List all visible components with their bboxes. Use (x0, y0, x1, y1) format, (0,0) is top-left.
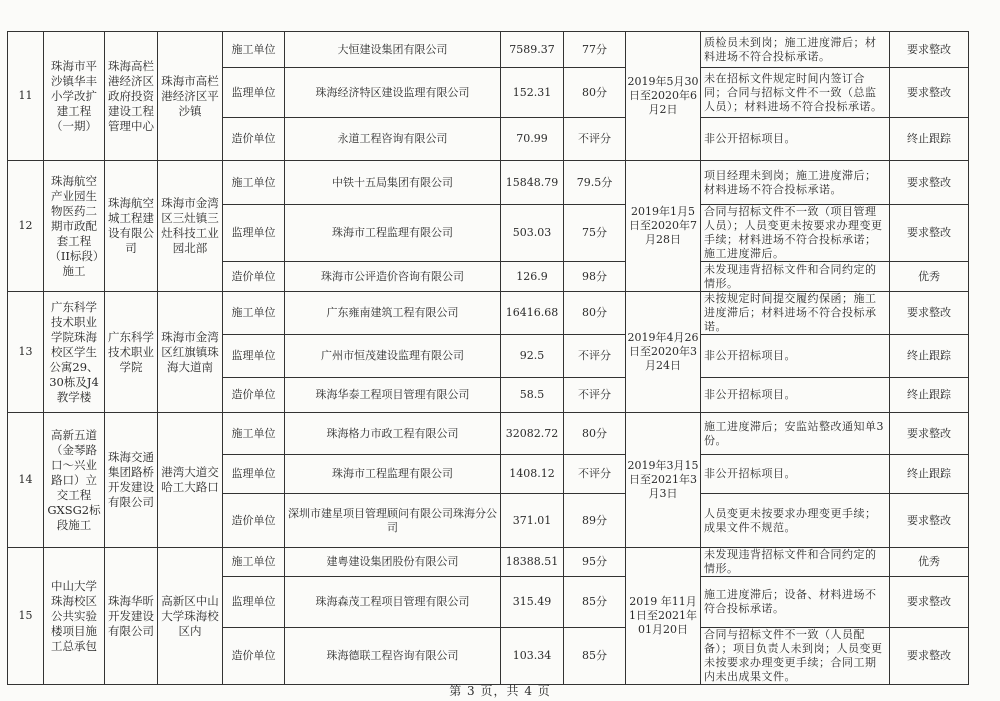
issues-found: 人员变更未按要求办理变更手续；成果文件不规范。 (701, 494, 890, 548)
evaluation-score: 95分 (564, 548, 626, 577)
unit-role: 监理单位 (223, 205, 285, 262)
handling-result: 优秀 (890, 262, 969, 292)
project-name: 中山大学珠海校区公共实验楼项目施工总承包 (44, 548, 105, 685)
contract-amount: 15848.79 (501, 161, 564, 205)
project-number: 15 (8, 548, 44, 685)
project-name: 珠海市平沙镇华丰小学改扩建工程（一期） (44, 32, 105, 161)
project-name: 广东科学技术职业学院珠海校区学生公寓29、30栋及J4教学楼 (44, 292, 105, 413)
contract-amount: 18388.51 (501, 548, 564, 577)
unit-role: 施工单位 (223, 292, 285, 335)
handling-result: 要求整改 (890, 68, 969, 118)
contract-amount: 7589.37 (501, 32, 564, 68)
issues-found: 合同与招标文件不一致（人员配备）；项目负责人未到岗；人员变更未按要求办理变更手续；合同工期内未出成果文件。 (701, 628, 890, 685)
project-number: 14 (8, 413, 44, 548)
issues-found: 非公开招标项目。 (701, 378, 890, 413)
unit-company: 大恒建设集团有限公司 (285, 32, 501, 68)
unit-role: 施工单位 (223, 161, 285, 205)
table-row (8, 548, 969, 577)
contract-period: 2019年5月30日至2020年6月2日 (626, 32, 701, 161)
project-location: 珠海市金湾区三灶镇三灶科技工业园北部 (158, 161, 223, 292)
unit-role: 施工单位 (223, 413, 285, 455)
contract-amount: 58.5 (501, 378, 564, 413)
issues-found: 未发现违背招标文件和合同约定的情形。 (701, 548, 890, 577)
unit-company: 珠海市工程监理有限公司 (285, 205, 501, 262)
contract-amount: 503.03 (501, 205, 564, 262)
contract-amount: 16416.68 (501, 292, 564, 335)
project-name: 珠海航空产业园生物医药二期市政配套工程（II标段）施工 (44, 161, 105, 292)
evaluation-score: 不评分 (564, 335, 626, 378)
table-row (8, 292, 969, 335)
evaluation-score: 80分 (564, 413, 626, 455)
contract-period: 2019年3月15日至2021年3月3日 (626, 413, 701, 548)
unit-role: 造价单位 (223, 494, 285, 548)
unit-company: 珠海经济特区建设监理有限公司 (285, 68, 501, 118)
unit-company: 珠海市公评造价咨询有限公司 (285, 262, 501, 292)
handling-result: 要求整改 (890, 32, 969, 68)
handling-result: 要求整改 (890, 413, 969, 455)
table-row (8, 413, 969, 455)
unit-role: 监理单位 (223, 335, 285, 378)
unit-company: 广州市恒茂建设监理有限公司 (285, 335, 501, 378)
unit-company: 珠海德联工程咨询有限公司 (285, 628, 501, 685)
contract-amount: 103.34 (501, 628, 564, 685)
unit-role: 监理单位 (223, 68, 285, 118)
project-location: 高新区中山大学珠海校区内 (158, 548, 223, 685)
unit-role: 施工单位 (223, 548, 285, 577)
evaluation-score: 85分 (564, 577, 626, 628)
project-name: 高新五道（金琴路口～兴业路口）立交工程GXSG2标段施工 (44, 413, 105, 548)
project-owner: 珠海航空城工程建设有限公司 (105, 161, 158, 292)
issues-found: 未按规定时间提交履约保函；施工进度滞后；材料进场不符合投标承诺。 (701, 292, 890, 335)
table-row (8, 161, 969, 205)
contract-amount: 371.01 (501, 494, 564, 548)
project-location: 港湾大道交哈工大路口 (158, 413, 223, 548)
handling-result: 要求整改 (890, 205, 969, 262)
project-location: 珠海市金湾区红旗镇珠海大道南 (158, 292, 223, 413)
contract-amount: 152.31 (501, 68, 564, 118)
issues-found: 质检员未到岗；施工进度滞后；材料进场不符合投标承诺。 (701, 32, 890, 68)
unit-company: 中铁十五局集团有限公司 (285, 161, 501, 205)
evaluation-score: 80分 (564, 68, 626, 118)
handling-result: 要求整改 (890, 161, 969, 205)
project-owner: 珠海高栏港经济区政府投资建设工程管理中心 (105, 32, 158, 161)
project-location: 珠海市高栏港经济区平沙镇 (158, 32, 223, 161)
handling-result: 优秀 (890, 548, 969, 577)
project-owner: 广东科学技术职业学院 (105, 292, 158, 413)
contract-amount: 32082.72 (501, 413, 564, 455)
evaluation-score: 不评分 (564, 378, 626, 413)
unit-role: 监理单位 (223, 577, 285, 628)
handling-result: 终止跟踪 (890, 118, 969, 161)
evaluation-score: 98分 (564, 262, 626, 292)
unit-company: 广东雍南建筑工程有限公司 (285, 292, 501, 335)
contract-period: 2019年4月26日至2020年3月24日 (626, 292, 701, 413)
evaluation-score: 不评分 (564, 455, 626, 494)
unit-company: 珠海格力市政工程有限公司 (285, 413, 501, 455)
contract-period: 2019年1月5日至2020年7月28日 (626, 161, 701, 292)
evaluation-score: 77分 (564, 32, 626, 68)
unit-company: 珠海市工程监理有限公司 (285, 455, 501, 494)
contract-amount: 1408.12 (501, 455, 564, 494)
project-owner: 珠海华昕开发建设有限公司 (105, 548, 158, 685)
handling-result: 终止跟踪 (890, 455, 969, 494)
project-number: 12 (8, 161, 44, 292)
unit-role: 造价单位 (223, 378, 285, 413)
unit-role: 造价单位 (223, 262, 285, 292)
issues-found: 项目经理未到岗；施工进度滞后；材料进场不符合投标承诺。 (701, 161, 890, 205)
contract-amount: 92.5 (501, 335, 564, 378)
issues-found: 非公开招标项目。 (701, 118, 890, 161)
unit-company: 深圳市建星项目管理顾问有限公司珠海分公司 (285, 494, 501, 548)
contract-period: 2019 年11月1日至2021年01月20日 (626, 548, 701, 685)
issues-found: 施工进度滞后；安监站整改通知单3份。 (701, 413, 890, 455)
contract-amount: 126.9 (501, 262, 564, 292)
handling-result: 要求整改 (890, 292, 969, 335)
evaluation-score: 79.5分 (564, 161, 626, 205)
handling-result: 要求整改 (890, 628, 969, 685)
evaluation-score: 75分 (564, 205, 626, 262)
table-row (8, 32, 969, 68)
handling-result: 要求整改 (890, 577, 969, 628)
contract-amount: 70.99 (501, 118, 564, 161)
issues-found: 未在招标文件规定时间内签订合同；合同与招标文件不一致（总监人员）；材料进场不符合投标承诺。 (701, 68, 890, 118)
handling-result: 终止跟踪 (890, 335, 969, 378)
issues-found: 合同与招标文件不一致（项目管理人员）；人员变更未按要求办理变更手续；材料进场不符合投标承诺；施工进度滞后。 (701, 205, 890, 262)
handling-result: 终止跟踪 (890, 378, 969, 413)
unit-role: 造价单位 (223, 628, 285, 685)
unit-company: 永道工程咨询有限公司 (285, 118, 501, 161)
project-number: 11 (8, 32, 44, 161)
project-number: 13 (8, 292, 44, 413)
issues-found: 未发现违背招标文件和合同约定的情形。 (701, 262, 890, 292)
issues-found: 施工进度滞后；设备、材料进场不符合投标承诺。 (701, 577, 890, 628)
evaluation-score: 不评分 (564, 118, 626, 161)
project-evaluation-table (7, 31, 969, 685)
unit-role: 造价单位 (223, 118, 285, 161)
unit-role: 监理单位 (223, 455, 285, 494)
evaluation-score: 85分 (564, 628, 626, 685)
evaluation-score: 80分 (564, 292, 626, 335)
unit-company: 建粤建设集团股份有限公司 (285, 548, 501, 577)
unit-role: 施工单位 (223, 32, 285, 68)
evaluation-score: 89分 (564, 494, 626, 548)
unit-company: 珠海华泰工程项目管理有限公司 (285, 378, 501, 413)
unit-company: 珠海森茂工程项目管理有限公司 (285, 577, 501, 628)
page-number: 第 3 页，共 4 页 (449, 684, 551, 698)
contract-amount: 315.49 (501, 577, 564, 628)
issues-found: 非公开招标项目。 (701, 335, 890, 378)
project-owner: 珠海交通集团路桥开发建设有限公司 (105, 413, 158, 548)
handling-result: 要求整改 (890, 494, 969, 548)
issues-found: 非公开招标项目。 (701, 455, 890, 494)
